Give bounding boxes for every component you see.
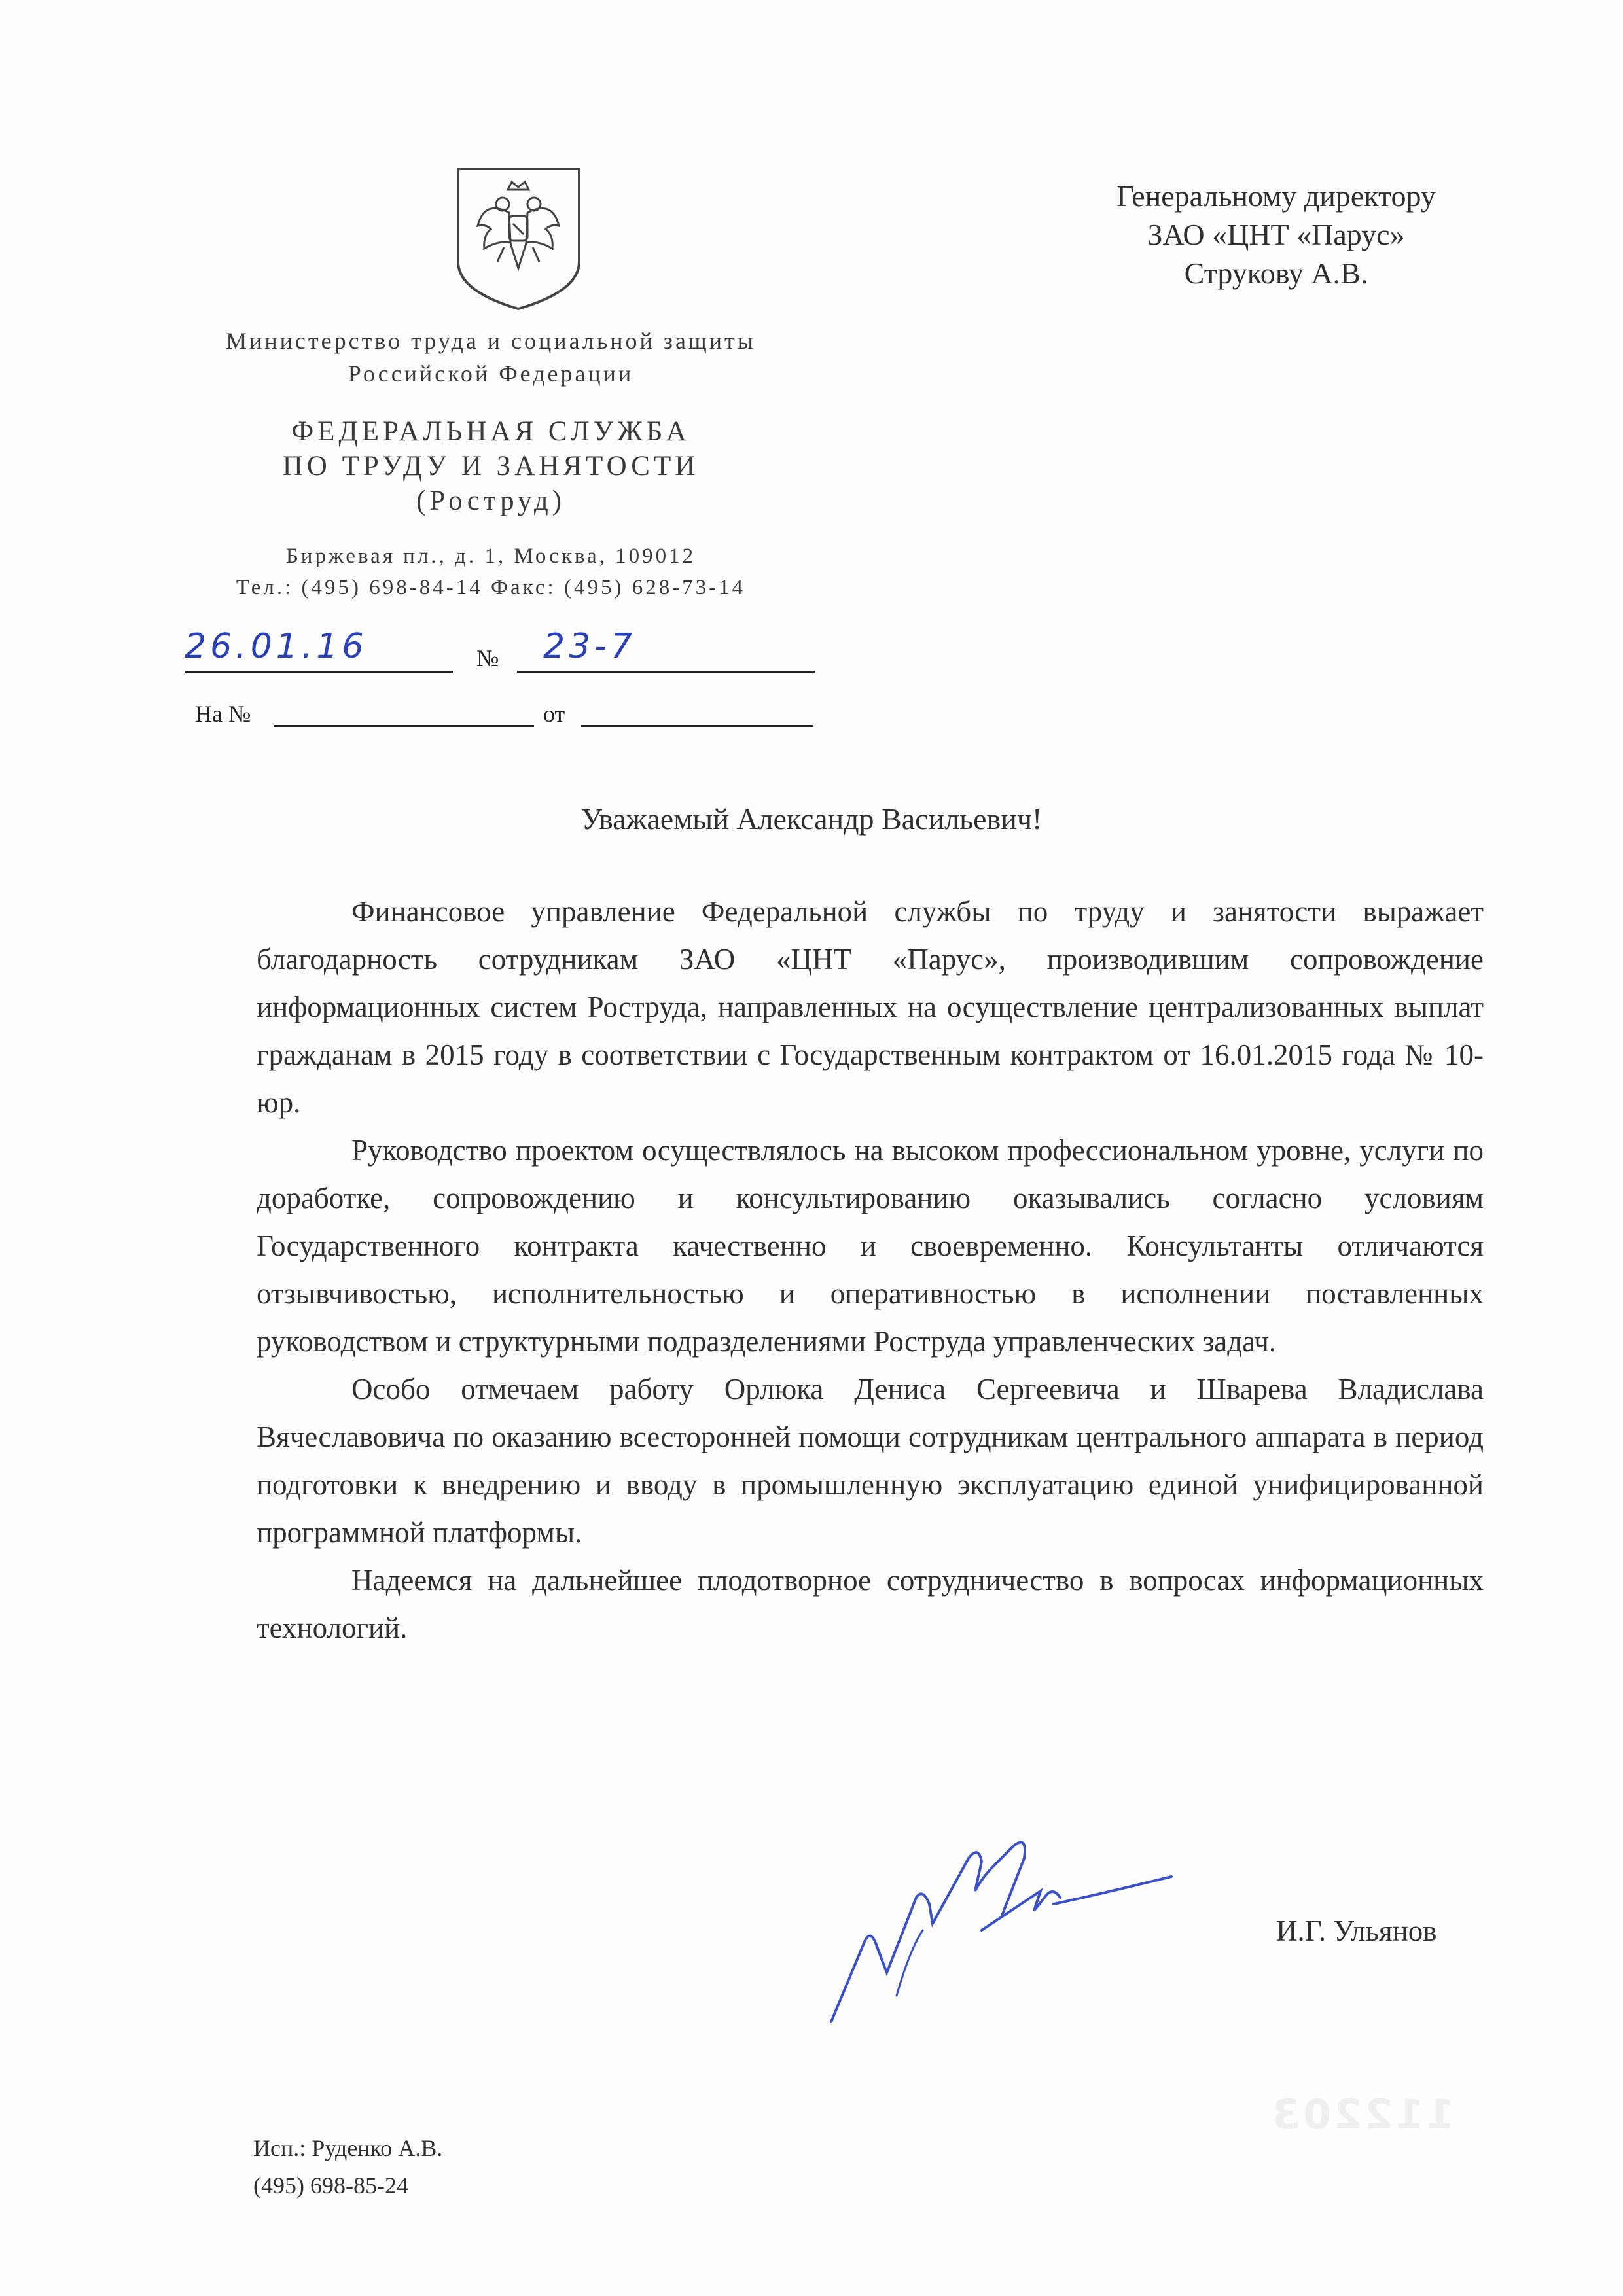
number-underline	[517, 671, 815, 673]
addressee-line-3: Струкову А.В.	[1184, 256, 1368, 290]
address-line: Биржевая пл., д. 1, Москва, 109012	[285, 544, 696, 568]
ref-date-underline	[581, 725, 813, 727]
number-label: №	[476, 645, 499, 671]
signer-name: И.Г. Ульянов	[1276, 1915, 1437, 1947]
registration-stamp: 112203	[1270, 2091, 1455, 2138]
service-name	[164, 414, 818, 518]
registration-date: 26.01.16	[185, 627, 368, 666]
ref-number-label: На №	[195, 701, 251, 727]
executor-phone: (495) 698-85-24	[253, 2172, 408, 2199]
handwritten-signature	[818, 1832, 1185, 2028]
coat-of-arms-icon	[452, 164, 586, 314]
addressee-block	[995, 177, 1558, 292]
letter-body	[257, 888, 1484, 1652]
service-line-1: ФЕДЕРАЛЬНАЯ СЛУЖБА	[291, 416, 690, 447]
ref-from-label: от	[543, 701, 565, 727]
ministry-name	[164, 325, 818, 390]
paragraph: Надеемся на дальнейшее плодотворное сотрудничество в вопросах информационных технологий.	[257, 1564, 1484, 1644]
greeting: Уважаемый Александр Васильевич!	[580, 802, 1043, 836]
addressee-line-2: ЗАО «ЦНТ «Парус»	[1147, 218, 1405, 251]
service-line-2: ПО ТРУДУ И ЗАНЯТОСТИ	[282, 451, 700, 482]
address-block	[164, 540, 818, 603]
paragraph: Руководство проектом осуществлялось на высоком профессиональном уровне, услуги по доработке, сопровождению и консультированию оказывались согласно условиям Государственного контракта качественно и своевременно. Консультанты отличаются отзывчивостью, исполнительностью и оперативностью в исполнении поставленных руководством и структурными подразделениями Роструда управленческих задач.	[257, 1134, 1484, 1358]
executor-name: Исп.: Руденко А.В.	[253, 2135, 443, 2161]
phone-fax-line: Тел.: (495) 698-84-14 Факс: (495) 628-73-14	[236, 576, 746, 599]
paragraph: Особо отмечаем работу Орлюка Дениса Сергеевича и Шварева Владислава Вячеславовича по оказанию всесторонней помощи сотрудникам центрального аппарата в период подготовки к внедрению и вводу в промышленную эксплуатацию единой унифицированной программной платформы.	[257, 1373, 1484, 1549]
ministry-line-1: Министерство труда и социальной защиты	[226, 328, 756, 354]
paragraph: Финансовое управление Федеральной службы по труду и занятости выражает благодарность сотрудникам ЗАО «ЦНТ «Парус», производившим сопровождение информационных систем Роструда, направленных на осуществление централизованных выплат гражданам в 2015 году в соответствии с Государственным контрактом от 16.01.2015 года № 10-юр.	[257, 895, 1484, 1119]
ref-number-underline	[274, 725, 534, 727]
registration-number: 23-7	[543, 627, 637, 666]
service-line-3: (Роструд)	[416, 486, 566, 516]
addressee-line-1: Генеральному директору	[1116, 179, 1436, 213]
ministry-line-2: Российской Федерации	[348, 361, 634, 387]
executor-block	[253, 2130, 442, 2204]
date-underline	[185, 671, 453, 673]
